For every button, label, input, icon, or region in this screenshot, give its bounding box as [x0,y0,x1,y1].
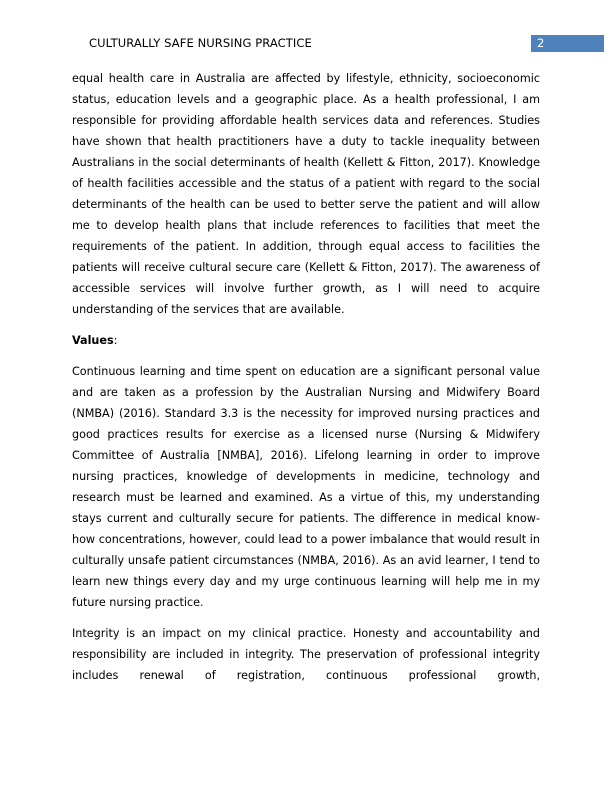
body-paragraph-2: Continuous learning and time spent on education are a significant personal value and are taken as a profession by the Australian Nursing and Midwifery Board (NMBA) (2016). Standard 3.3 is the necessity for improved nursing practices and good practices results for exercise as a licensed nurse (Nursing & Midwifery Committee of Australia [NMBA], 2016). Lifelong learning in order to improve nursing practices, knowledge of developments in medicine, technology and research must be learned and examined. As a virtue of this, my understanding stays current and culturally secure for patients. The difference in medical know-how concentrations, however, could lead to a power imbalance that would result in culturally unsafe patient circumstances (NMBA, 2016). As an avid learner, I tend to learn new things every day and my urge continuous learning will help me in my future nursing practice. [72,365,540,609]
body-paragraph-3: Integrity is an impact on my clinical practice. Honesty and accountability and responsibility are included in integrity. The preservation of professional integrity includes renewal of registration, continuous professional growth, [72,627,540,682]
heading-values-text: Values [72,334,114,347]
heading-values-colon: : [113,334,118,347]
page-number: 2 [531,35,604,52]
document-body [72,68,540,696]
body-paragraph-1: equal health care in Australia are affected by lifestyle, ethnicity, socioeconomic status, education levels and a geographic place. As a health professional, I am responsible for providing affordable health services data and references. Studies have shown that health practitioners have a duty to tackle inequality between Australians in the social determinants of health (Kellett & Fitton, 2017). Knowledge of health facilities accessible and the status of a patient with regard to the social determinants of the health can be used to better serve the patient and will allow me to develop health plans that include references to facilities that meet the requirements of the patient. In addition, through equal access to facilities the patients will receive cultural secure care (Kellett & Fitton, 2017). The awareness of accessible services will involve further growth, as I will need to acquire understanding of the services that are available. [72,72,540,316]
page-header [0,32,612,54]
running-head: CULTURALLY SAFE NURSING PRACTICE [89,36,312,50]
section-heading-values [72,330,540,351]
